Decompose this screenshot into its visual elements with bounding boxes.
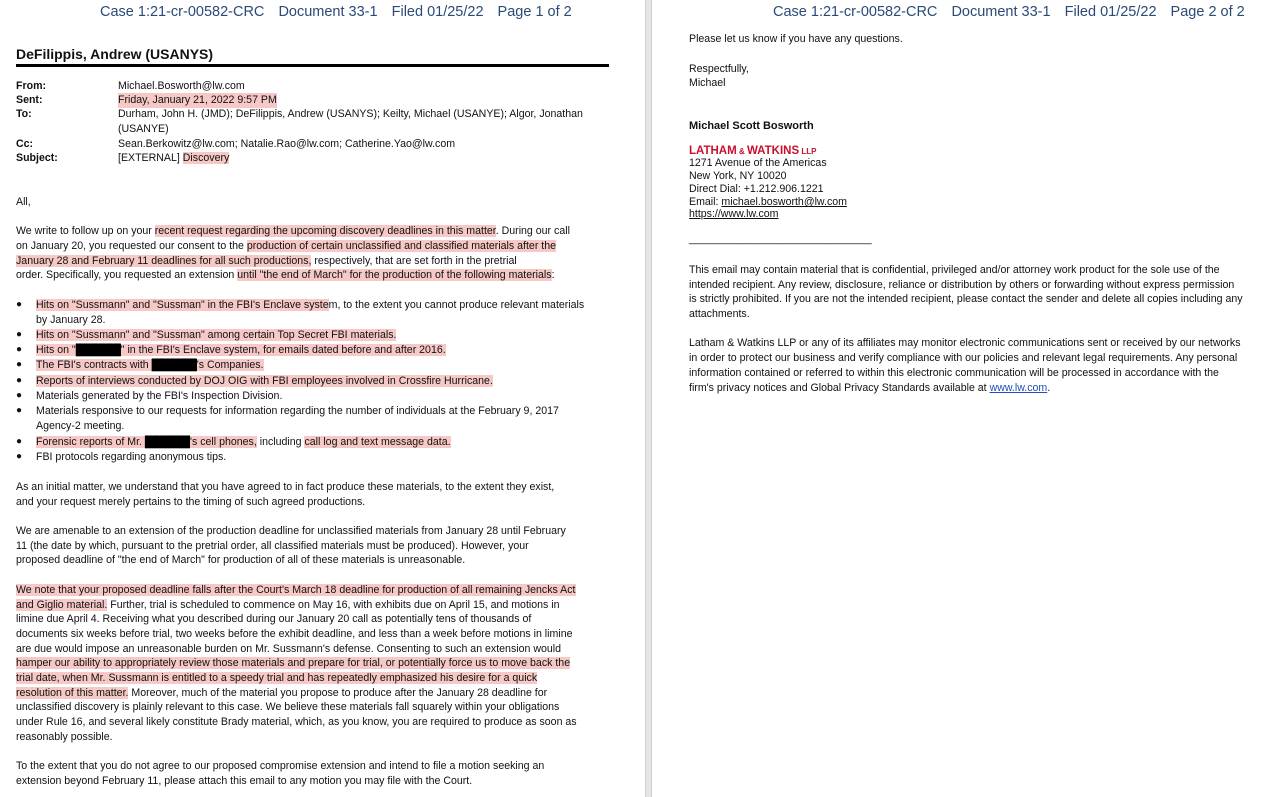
paragraph-4-line: reasonably possible. [16,731,113,743]
list-item: Materials generated by the FBI's Inspection Division. [36,390,283,402]
list-item: Hits on "██████" in the FBI's Enclave system, for emails dated before and after 2016. [36,344,446,356]
disclaimer-1-line-3: is strictly prohibited. If you are not the intended recipient, please contact the sender and delete all copies including any [689,293,1243,305]
disclaimer-2-line-4: firm's privacy notices and Global Privacy Standards available at www.lw.com. [689,382,1051,394]
signature-divider: _______________________________ [689,233,872,245]
cc-value: Sean.Berkowitz@lw.com; Natalie.Rao@lw.com; Catherine.Yao@lw.com [118,138,456,150]
to-value: Durham, John H. (JMD); DeFilippis, Andrew (USANYS); Keilty, Michael (USANYE); Algor, Jonathan [118,108,583,120]
paragraph-1-line: We write to follow up on your recent request regarding the upcoming discovery deadlines in this matter. During our call [16,225,570,237]
signature-name: Michael Scott Bosworth [689,120,814,132]
bullet-icon: ● [16,451,23,462]
page-number: Page 1 of 2 [497,4,572,20]
name-heading: DeFilippis, Andrew (USANYS) [16,46,214,62]
paragraph-4-line: trial date, when Mr. Sussmann is entitled to a speedy trial and has repeatedly emphasized his desire for a quick [16,672,538,684]
bullet-icon: ● [16,390,23,401]
paragraph-1-line: order. Specifically, you requested an extension until "the end of March" for the production of the following materials: [16,269,555,281]
list-item: FBI protocols regarding anonymous tips. [36,451,227,463]
to-label: To: [16,108,32,120]
paragraph-4-line: resolution of this matter. Moreover, much of the material you propose to produce after the January 28 deadline for [16,687,548,699]
bullet-icon: ● [16,405,23,416]
disclaimer-2-line-3: information contained or referred to within this electronic communication will be processed in accordance with the [689,367,1219,379]
paragraph-4-line: are due would impose an unreasonable burden on Mr. Sussmann's defense. Consenting to such an extension would [16,643,562,655]
redaction-box: ██████ [151,359,197,371]
page-number: Page 2 of 2 [1170,4,1245,20]
filed-date: Filed 01/25/22 [391,4,484,20]
page-gutter [645,0,652,797]
sent-value: Friday, January 21, 2022 9:57 PM [118,94,277,106]
paragraph-4-line: documents six weeks before trial, two weeks before the exhibit deadline, and less than a week before motions in limine [16,628,573,640]
paragraph-4-line: and Giglio material. Further, trial is scheduled to commence on May 16, with exhibits due on April 15, and motions in [16,599,560,611]
list-item: Reports of interviews conducted by DOJ OIG with FBI employees involved in Crossfire Hurricane. [36,375,493,387]
email-line: Email: michael.bosworth@lw.com [689,196,847,208]
firm-logo: LATHAM & WATKINS LLP [689,145,817,157]
redaction-box: ██████ [144,436,190,448]
address-line-1: 1271 Avenue of the Americas [689,157,827,169]
bullet-icon: ● [16,359,23,370]
bullet-icon: ● [16,329,23,340]
subject-label: Subject: [16,152,58,164]
list-item: Materials responsive to our requests for information regarding the number of individuals at the February 9, 2017 [36,405,559,417]
signoff: Respectfully, [689,63,749,75]
paragraph-4-line: We note that your proposed deadline falls after the Court's March 18 deadline for production of all remaining Jencks Act [16,584,576,596]
list-item: The FBI's contracts with ██████'s Companies. [36,359,264,371]
paragraph-4-line: limine due April 4. Receiving what you described during our January 20 call as potentially tens of thousands of [16,613,532,625]
bullet-icon: ● [16,299,23,310]
heading-rule [16,64,609,67]
paragraph-1-line: on January 20, you requested our consent to the production of certain unclassified and classified materials after the [16,240,557,252]
paragraph-5-line-2: extension beyond February 11, please attach this email to any motion you may file with the Court. [16,775,473,787]
disclaimer-2-line-2: in order to protect our business and verify compliance with our policies and relevant legal requirements. Any personal [689,352,1238,364]
closing-line: Please let us know if you have any questions. [689,33,903,45]
court-header [773,4,1255,20]
list-item: Hits on "Sussmann" and "Sussman" in the FBI's Enclave system, to the extent you cannot produce relevant materials [36,299,585,311]
list-item: Forensic reports of Mr. ██████'s cell phones, including call log and text message data. [36,436,451,448]
paragraph-3-line-1: We are amenable to an extension of the production deadline for unclassified materials from January 28 until February [16,525,566,537]
cc-label: Cc: [16,138,34,150]
paragraph-4-line: under Rule 16, and several likely constitute Brady material, which, as you know, you are required to produce as soon as [16,716,577,728]
website-link[interactable]: https://www.lw.com [689,208,779,220]
from-label: From: [16,80,47,92]
greeting: All, [16,196,31,208]
paragraph-1-line: January 28 and February 11 deadlines for all such productions, respectively, that are set forth in the pretrial [16,255,517,267]
paragraph-2-line-1: As an initial matter, we understand that you have agreed to in fact produce these materials, to the extent they exist, [16,481,555,493]
court-header [100,4,582,20]
email-link[interactable]: michael.bosworth@lw.com [721,196,847,208]
disclaimer-1-line-1: This email may contain material that is confidential, privileged and/or attorney work product for the sole use of the [689,264,1220,276]
bullet-icon: ● [16,344,23,355]
document-number: Document 33-1 [951,4,1051,20]
paragraph-4-line: hamper our ability to appropriately review those materials and prepare for trial, or potentially force us to move back the [16,657,571,669]
filed-date: Filed 01/25/22 [1064,4,1157,20]
signer: Michael [689,77,726,89]
disclaimer-2-line-1: Latham & Watkins LLP or any of its affiliates may monitor electronic communications sent or received by our networks [689,337,1241,349]
paragraph-2-line-2: and your request merely pertains to the timing of such agreed productions. [16,496,366,508]
list-item-continuation: Agency-2 meeting. [36,420,125,432]
from-value: Michael.Bosworth@lw.com [118,80,245,92]
paragraph-4-line: unclassified discovery is plainly relevant to this case. We believe these materials fall squarely within your obligations [16,701,560,713]
to-value-cont: (USANYE) [118,123,169,135]
direct-dial: Direct Dial: +1.212.906.1221 [689,183,824,195]
address-line-2: New York, NY 10020 [689,170,787,182]
paragraph-5-line-1: To the extent that you do not agree to our proposed compromise extension and intend to file a motion seeking an [16,760,545,772]
list-item: Hits on "Sussmann" and "Sussman" among certain Top Secret FBI materials. [36,329,397,341]
disclaimer-1-line-2: intended recipient. Any review, disclosure, reliance or distribution by others or forwarding without express permission [689,279,1235,291]
case-number: Case 1:21-cr-00582-CRC [100,4,265,20]
paragraph-3-line-3: proposed deadline of "the end of March" for production of all of these materials is unreasonable. [16,554,466,566]
document-page-2 [652,0,1280,797]
redaction-box: ██████ [75,344,121,356]
bullet-icon: ● [16,436,23,447]
case-number: Case 1:21-cr-00582-CRC [773,4,938,20]
sent-label: Sent: [16,94,43,106]
document-number: Document 33-1 [278,4,378,20]
disclaimer-1-line-4: attachments. [689,308,750,320]
lw-website-link[interactable]: www.lw.com [989,382,1048,394]
subject-value: [EXTERNAL] Discovery [118,152,230,164]
list-item-continuation: by January 28. [36,314,106,326]
paragraph-3-line-2: 11 (the date by which, pursuant to the pretrial order, all classified materials must be produced). However, your [16,540,529,552]
bullet-icon: ● [16,375,23,386]
